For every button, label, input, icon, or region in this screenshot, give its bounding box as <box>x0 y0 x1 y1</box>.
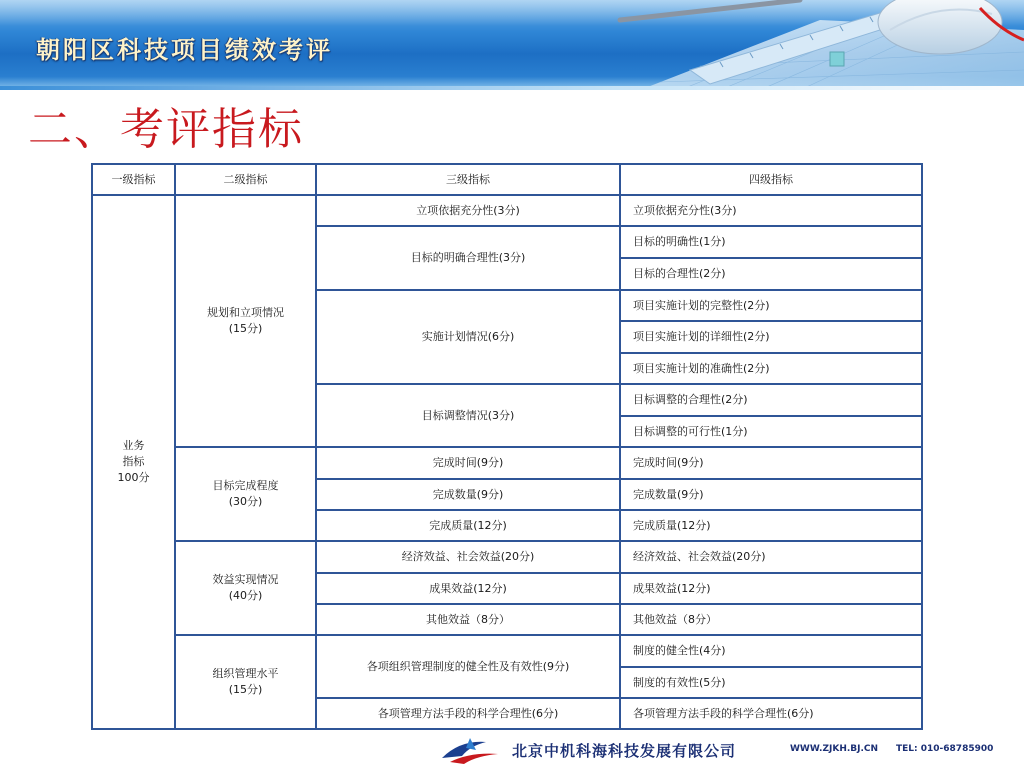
level2-cell: 目标完成程度 (30分) <box>212 479 279 508</box>
table-header-level4: 四级指标 <box>749 172 793 186</box>
level1-cell: 业务 指标 100分 <box>117 439 150 484</box>
level4-cell: 其他效益（8分） <box>633 612 717 626</box>
level4-cell: 目标的明确性(1分) <box>633 235 726 248</box>
slide-title: 二、考评指标 <box>28 104 304 155</box>
table-header-level2: 二级指标 <box>223 172 268 186</box>
level4-cell: 完成时间(9分) <box>633 456 704 469</box>
header-banner <box>0 0 1024 90</box>
footer <box>0 730 1024 768</box>
level4-cell: 立项依据充分性(3分) <box>633 203 737 217</box>
level4-cell: 完成质量(12分) <box>633 518 711 532</box>
footer-telephone: TEL: 010-68785900 <box>896 744 994 754</box>
level3-cell: 目标的明确合理性(3分) <box>410 251 526 264</box>
level4-cell: 项目实施计划的详细性(2分) <box>633 330 770 343</box>
level3-cell: 其他效益（8分） <box>426 612 510 626</box>
level3-cell: 立项依据充分性(3分) <box>416 203 520 217</box>
level3-cell: 实施计划情况(6分) <box>421 330 515 343</box>
level3-cell: 目标调整情况(3分) <box>421 408 515 422</box>
footer-company-name: 北京中机科海科技发展有限公司 <box>512 742 737 760</box>
level4-cell: 完成数量(9分) <box>633 487 704 501</box>
level4-cell: 目标调整的可行性(1分) <box>633 424 748 438</box>
level3-cell: 完成时间(9分) <box>432 456 504 469</box>
banner-title: 朝阳区科技项目绩效考评 <box>36 36 333 64</box>
level4-cell: 项目实施计划的完整性(2分) <box>633 298 770 312</box>
table-header-level1: 一级指标 <box>111 172 156 186</box>
indicator-table <box>91 163 923 730</box>
level4-cell: 制度的有效性(5分) <box>633 675 726 689</box>
level4-cell: 制度的健全性(4分) <box>633 644 726 657</box>
table-header-level3: 三级指标 <box>446 172 490 186</box>
level2-cell: 规划和立项情况 (15分) <box>207 306 284 335</box>
level3-cell: 各项管理方法手段的科学合理性(6分) <box>377 706 559 720</box>
office-desk-illustration <box>560 0 1024 90</box>
level4-cell: 目标的合理性(2分) <box>633 267 726 280</box>
level4-cell: 项目实施计划的准确性(2分) <box>633 361 770 375</box>
level2-cell: 组织管理水平 (15分) <box>212 667 279 696</box>
level4-cell: 各项管理方法手段的科学合理性(6分) <box>633 706 814 720</box>
banner-bottom-rule <box>0 86 1024 90</box>
level3-cell: 完成质量(12分) <box>429 518 507 532</box>
company-logo-icon <box>440 736 500 766</box>
level4-cell: 目标调整的合理性(2分) <box>633 393 748 406</box>
level3-cell: 经济效益、社会效益(20分) <box>401 550 535 563</box>
level2-cell: 效益实现情况 (40分) <box>212 573 279 602</box>
level4-cell: 经济效益、社会效益(20分) <box>633 550 766 563</box>
level3-cell: 各项组织管理制度的健全性及有效性(9分) <box>366 659 570 673</box>
level3-cell: 成果效益(12分) <box>429 581 507 595</box>
footer-website: WWW.ZJKH.BJ.CN <box>790 744 879 754</box>
level4-cell: 成果效益(12分) <box>633 581 711 595</box>
level3-cell: 完成数量(9分) <box>432 487 504 501</box>
